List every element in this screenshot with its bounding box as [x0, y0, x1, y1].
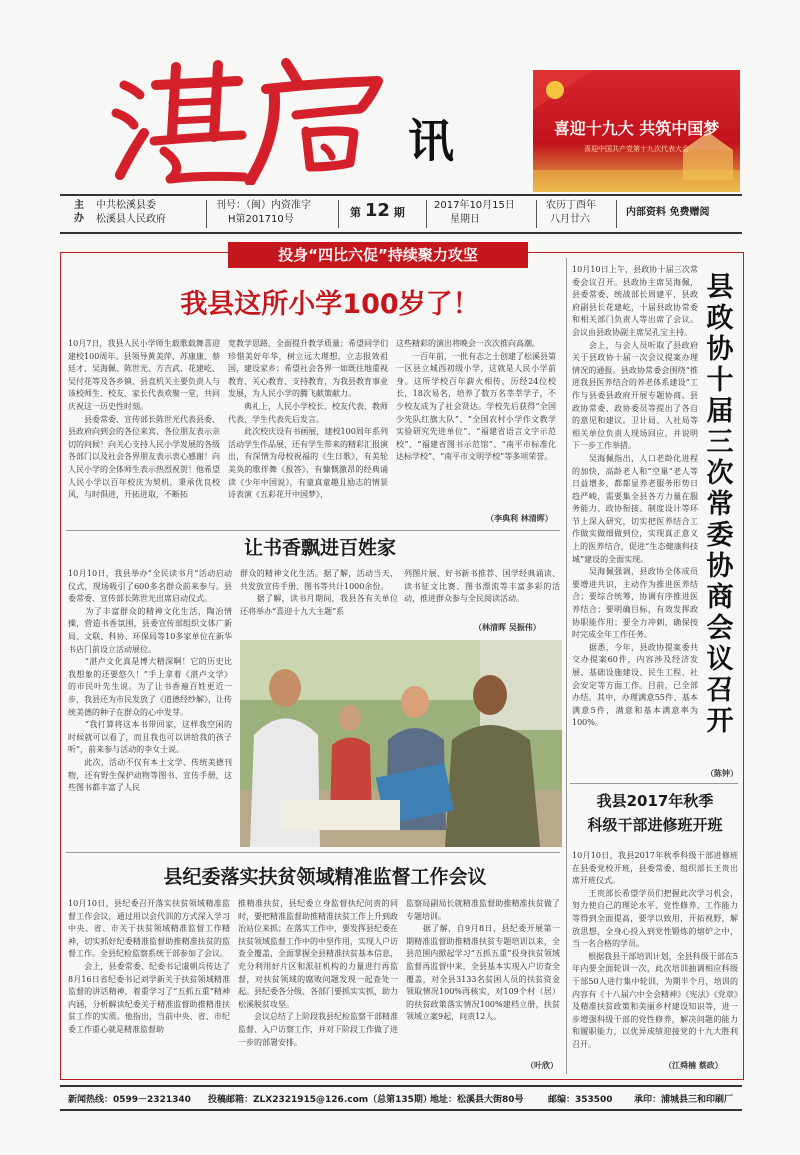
footer-printer: 承印：浦城县三和印刷厂 [634, 1095, 734, 1105]
date-line: 2017年10月15日 [434, 200, 515, 211]
party-emblem-icon [546, 81, 564, 99]
article2-col3: 列图片展、好书新书推荐、国学经典诵读、读书征文比赛、图书漂流等丰富多彩的活动，推进群众参与全民阅读活动。 [404, 569, 560, 604]
footer-hotline: 新闻热线：0599－2321340 [68, 1095, 191, 1105]
article4-byline: （陈钟） [706, 768, 738, 778]
article5-byline: （江舜楠 蔡政） [664, 1060, 723, 1070]
issue-prefix: 第 [350, 206, 361, 219]
article1-col2: 宽教学思路，全面提升教学质量；希望同学们珍惜美好年华，树立远大理想，立志报效祖国，建设家乡；希望社会各界一如既往地重视教育、关心教育、支持教育，为我县教育事业发展，为人民小学的腾飞献策献力。 典礼上，人民小学校长、校友代表、教师代表、学生代表先后发言。 此次校庆设有书画展，建校100周年系列活动学生作品展，还有学生带来的精彩汇报演出，有深情为母校祝福的《生日歌》，有美轮美奂的歌伴舞《报答》，有慷慨激昂的经典诵读《少年中国说》，有童真童趣且励志的情景诗表演《五彩花开中国梦》， [228, 339, 388, 500]
article1-headline: 我县这所小学100岁了！ [180, 289, 480, 320]
article5-headline-1: 我县2017年秋季 [596, 792, 714, 810]
article1-col1: 10月7日，我县人民小学师生载歌载舞喜迎建校100周年。县领导黄美萍、苏康康、蔡廷才、吴海佩、陈世光、方吉武、花建屹、吴付花等及各乡镇、县直机关主要负责人与该校师生、校友、家长代表欢聚一堂，共同庆祝这一历史性时刻。 县委常委、宣传部长陈世光代表县委、县政府向到会的各位来宾、各位朋友表示亲切的问候！向关心支持人民小学发展的各级各部门以及社会各界朋友表示衷心感谢！向人民小学的全体师生表示热烈祝贺！他希望人民小学以百年校庆为契机，秉承优良校风，与时俱进，开拓进取，不断拓 [68, 339, 220, 500]
article5-body: 10月10日，我县2017年秋季科级干部进修班在县委党校开班，县委常委、组织部长王贵出席开班仪式。 王贵部长希望学员们把握此次学习机会，努力使自己的理论水平、党性修养、工作能力等得到全面提高，要学以致用，开拓视野，解放思想，全身心投入到党性锻炼的熔炉之中，当一名合格的学员。 根据我县干部培训计划，全县科级干部在5年内要全面轮训一次，此次培训抽调相应科级干部50人进行集中轮训，为期半个月，培训的内容有《十八届六中全会精神》《宪法》《党章》及精准扶贫政策和美丽乡村建设知识等，进一步增强科级干部的党性修养，解决问题的能力和履职能力，以优异成绩迎接党的十九大胜利召开。 [572, 851, 738, 1049]
footer-email: 投稿邮箱：ZLX2321915@126.com（总第135期） [208, 1095, 432, 1105]
distribution-note: 内部资料 免费赠阅 [626, 207, 710, 218]
article3-byline: （叶欣） [526, 1060, 558, 1070]
article4-vertical-headline: 县政协十届三次常委协商会议召开 [706, 272, 734, 737]
sponsor-2: 松溪县人民政府 [96, 214, 166, 225]
issue-info-bar [60, 194, 742, 234]
issue-number: 12 [364, 200, 390, 221]
article3-headline: 县纪委落实扶贫领域精准监督工作会议 [163, 866, 487, 888]
masthead-title-xun: 讯 [408, 114, 454, 168]
issue-suffix: 期 [393, 206, 405, 219]
sponsor-label: 主 办 [74, 200, 84, 224]
lunar-date: 八月廿六 [550, 214, 590, 225]
footer-postcode: 邮编：353500 [548, 1095, 613, 1105]
article1-byline: （李典利 林清晖） [486, 513, 553, 523]
article2-headline: 让书香飘进百姓家 [243, 537, 396, 559]
article4-body: 10月10日上午，县政协十届三次常委会议召开。县政协主席吴海佩，县委常委、统战部长周建平，县政府副县长花建屹，十届县政协常委和相关部门负责人等出席了会议。会议由县政协副主席吴孔宝主持。 会上，与会人员听取了县政府关于县政协十届一次会议提案办理情况的通报。县政协常委会围绕“推进我县医养结合的养老体系建设”工作与县委县政府开展专题协商。县政协常委、政协委员等提出了各自的意见和建议。卫计局、人社局等相关单位负责人现场回应，并说明下一步工作举措。 吴海佩指出，人口老龄化进程的加快，高龄老人和“空巢”老人等日益增多，都都显养老服务形势日趋严峻，需要集全县各方力量在服务能力、政协衔接、制度设计等环节上深入研究，切实把医养结合工作做实做细做到位，实现真正意义上的医养结合，促进“生态健康科技城”建设的全面实现。 吴海佩强调，县政协全体成员要增进共识，主动作为推进医养结合；要综合统筹，协调有序推进医养结合；要明确目标，有效发挥政协职能作用；要全力冲刺，确保按时完成全年工作任务。 据悉，今年，县政协提案委共交办提案60件，内容涉及经济发展、基础设施建设、民生工程、社会安定等方面工作。目前，已全部办结。其中，办理满意55件、基本满意5件，满意和基本满意率为100%。 [572, 265, 698, 728]
article2-byline: （林清晖 吴振伟） [474, 622, 541, 632]
weekday: 星期日 [450, 214, 480, 225]
footer-bar [60, 1085, 742, 1111]
article5-headline-2: 科级干部进修班开班 [587, 816, 723, 834]
article3-col1: 10月10日，县纪委召开落实扶贫领域精准监督工作会议，通过用以会代训的方式深入学习中央、省、市关于扶贫领域精准监督工作精神，切实抓好纪委精准监督助推精准扶贫的监督工作。全县纪检监察系统干部参加了会议。 会上，县委常委、纪委书记虞朝兵传达了8月16日省纪委书记刘学新关于扶贫领域精准监督的讲话精神，着重学习了“五抓五重”精神内涵，分析解读纪委关于精准监督助推精准扶贫工作的实质。他指出，当前中央、省、市纪委工作重心就是精准监督助 [68, 899, 230, 1034]
article3-col2: 推精准扶贫，县纪委立身监督执纪问责的同时，要把精准监督助推精准扶贫工作上升到政治站位来抓；在落实工作中，要发挥县纪委在扶贫领域监督工作中的中坚作用，实现人户访查全覆盖，全面掌握全县精准扶贫基本信息，充分利用好片区和派驻机构的力量进行再监督，对扶贫领域的腐败问题发现一起查处一起。县纪委各分级、各部门要抓实实抓，助力松溪脱贫攻坚。 会议总结了上阶段我县纪检监察干部精准监督、入户访察工作，并对下阶段工作做了进一步的部署安排。 [238, 899, 398, 1047]
lunar-year: 农历丁酉年 [546, 200, 596, 211]
footer-address: 地址：松溪县大街80号 [430, 1095, 524, 1105]
kicker-banner: 投身“四比六促”持续聚力攻坚 [228, 242, 528, 268]
permit-line-1: 刊号：（闽）内资准字 [216, 200, 311, 211]
sponsor-1: 中共松溪县委 [96, 200, 156, 211]
book-fair-photo [240, 640, 562, 847]
article2-col2: 群众的精神文化生活。据了解，活动当天，共发放宣传手册、图书等共计1000余份。 据了解，读书月期间，我县各有关单位还将举办“喜迎十九大主题”系 [240, 569, 398, 616]
congress-banner [533, 70, 740, 192]
masthead-calligraphy-logo [110, 55, 400, 185]
banner-main-text: 喜迎十九大 共筑中国梦 [553, 119, 720, 138]
article1-col3: 这些精彩的演出将晚会一次次推向高潮。 一百年前，一批有志之士创建了松溪县第一区县立城西初级小学，这就是人民小学前身。这所学校百年薪火相传，历经24位校长，18次易名，培养了数万名莘莘学子，不少校友成为了社会贤达。学校先后获得“全国少先队红旗大队”、“全国农村小学作文教学实验研究先进单位”、“福建省语言文字示范校”、“福建省图书示范馆”、“南平市标准化达标学校”、“南平市文明学校”等多项荣誉。 [396, 339, 556, 462]
permit-line-2: H第201710号 [228, 214, 294, 225]
article3-col3: 监察局副局长就精准监督助推精准扶贫做了专题培训。 据了解，自9月8日，县纪委开展第一期精准监督助推精准扶贫专题培训以来，全县范围内掀起学习“五抓五重”投身扶贫领域监督再监督中来，全县基本实现入户访查全覆盖，对全县3133名贫困人员的扶贫资金领取情况100%再核实，对109个村（居）的扶贫政策落实情况100%建档立册，扶贫领域立案9起，问责12人。 [406, 899, 560, 1022]
banner-sub-text: 喜迎中国共产党第十九次代表大会 [584, 145, 689, 153]
article2-col1: 10月10日，我县举办“全民读书月”活动启动仪式，现场吸引了600多名群众前来参与。县委常委、宣传部长陈世光出席启动仪式。 为了丰富群众的精神文化生活，陶冶情操，营造书香氛围，县委宣传部组织文体广新局、文联、科协、环保局等10多家单位在新华书店门前设立活动展位。 “湛卢文化真是博大精深啊！它的历史比我想象的还要悠久！”手上拿着《湛卢文学》的市民叶先生说。为了让书香遍百姓更近一步，我县还为市民发放了《道德经纱解》，让传统美德的种子在群众的心中发芽。 “我打算将这本书带回家，这样我空闲的时候就可以看了，而且我也可以讲给我的孩子听”，前来参与活动的李女士说。 此次，活动不仅有本土文学、传统美德刊物，还有野生保护动物等图书、宣传手册，这些图书都丰富了人民 [68, 569, 232, 793]
